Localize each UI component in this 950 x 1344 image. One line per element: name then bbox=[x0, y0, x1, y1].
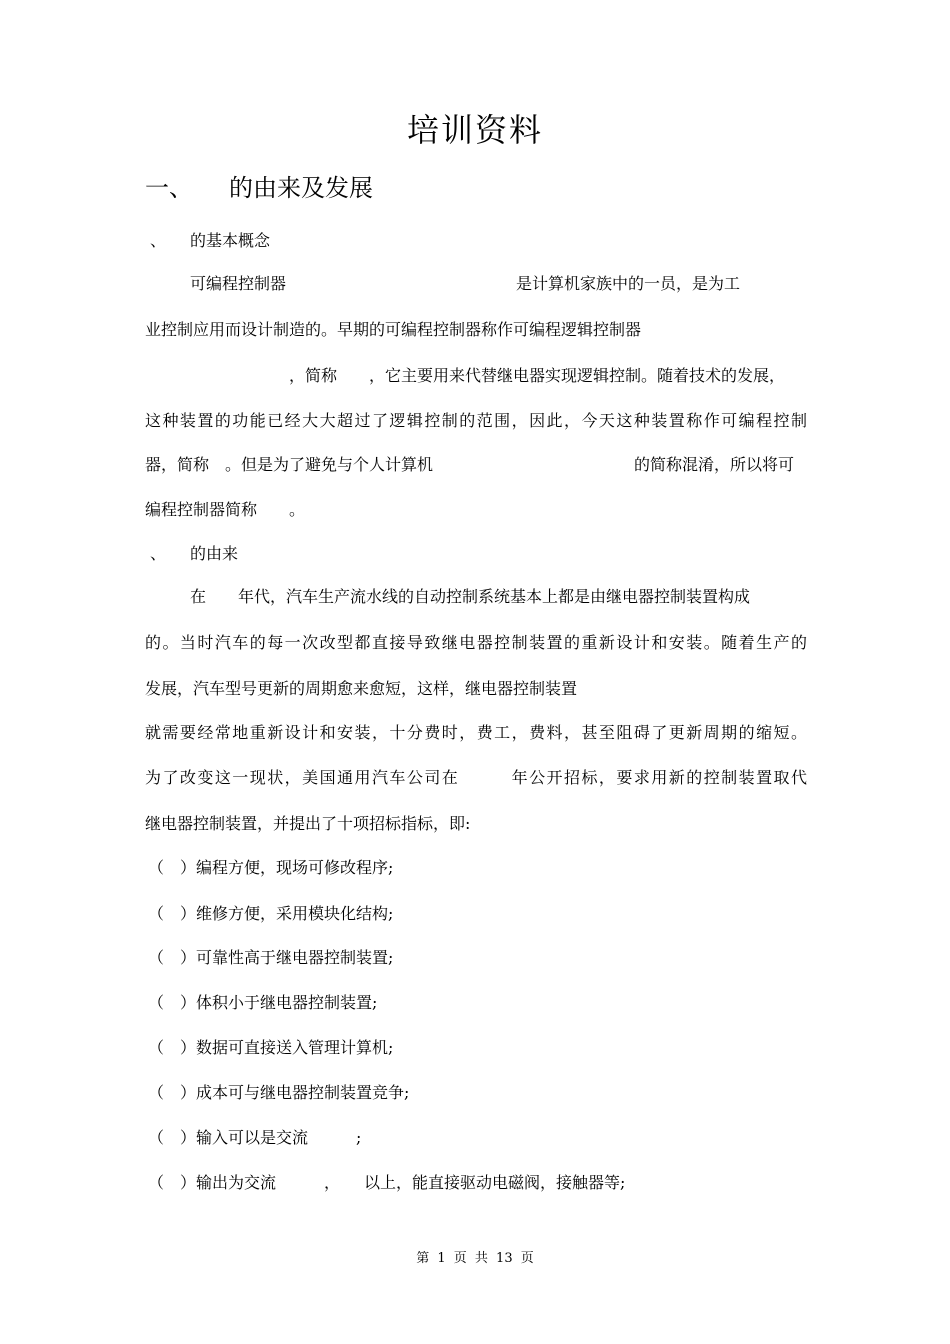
paragraph-fragment: 可编程控制器 bbox=[190, 274, 287, 293]
paragraph-line: 发展，汽车型号更新的周期愈来愈短，这样，继电器控制装置 bbox=[145, 679, 578, 698]
list-item: （ ）维修方便，采用模块化结构; bbox=[148, 904, 394, 923]
paragraph-line: 为了改变这一现状，美国通用汽车公司在 年公开招标，要求用新的控制装置取代 bbox=[145, 768, 807, 787]
paragraph-line: 这种装置的功能已经大大超过了逻辑控制的范围，因此，今天这种装置称作可编程控制 bbox=[145, 411, 807, 430]
paragraph-fragment: 的简称混淆，所以将可 bbox=[634, 455, 795, 474]
list-item: （ ）输出为交流 ， 以上，能直接驱动电磁阀，接触器等; bbox=[148, 1173, 626, 1192]
heading-1: 一、 的由来及发展 bbox=[145, 174, 373, 202]
paragraph-line: 业控制应用而设计制造的。早期的可编程控制器称作可编程逻辑控制器 bbox=[145, 320, 642, 339]
paragraph-fragment: 器，简称 。但是为了避免与个人计算机 bbox=[145, 455, 434, 474]
paragraph-line: 的。当时汽车的每一次改型都直接导致继电器控制装置的重新设计和安装。随着生产的 bbox=[145, 633, 807, 652]
paragraph-line: 编程控制器简称 。 bbox=[145, 500, 306, 519]
document-title: 培训资料 bbox=[406, 111, 543, 149]
list-item: （ ）数据可直接送入管理计算机; bbox=[148, 1038, 394, 1057]
section-heading-origin: 、 的由来 bbox=[150, 544, 239, 563]
paragraph-line: 就需要经常地重新设计和安装，十分费时，费工，费料，甚至阻碍了更新周期的缩短。 bbox=[145, 723, 807, 742]
list-item: （ ）可靠性高于继电器控制装置; bbox=[148, 948, 394, 967]
list-item: （ ）编程方便，现场可修改程序; bbox=[148, 858, 394, 877]
list-item: （ ）成本可与继电器控制装置竞争; bbox=[148, 1083, 410, 1102]
list-item: （ ）输入可以是交流 ; bbox=[148, 1128, 362, 1147]
paragraph-fragment: 是计算机家族中的一员，是为工 bbox=[516, 274, 741, 293]
page-footer: 第 1 页 共 13 页 bbox=[416, 1251, 534, 1266]
paragraph-line: 在 年代，汽车生产流水线的自动控制系统基本上都是由继电器控制装置构成 bbox=[190, 587, 751, 606]
list-item: （ ）体积小于继电器控制装置; bbox=[148, 993, 378, 1012]
paragraph-line: ，简称 ，它主要用来代替继电器实现逻辑控制。随着技术的发展， bbox=[289, 366, 786, 385]
section-heading-basic-concept: 、 的基本概念 bbox=[150, 231, 271, 250]
paragraph-line: 继电器控制装置，并提出了十项招标指标，即: bbox=[145, 814, 471, 833]
